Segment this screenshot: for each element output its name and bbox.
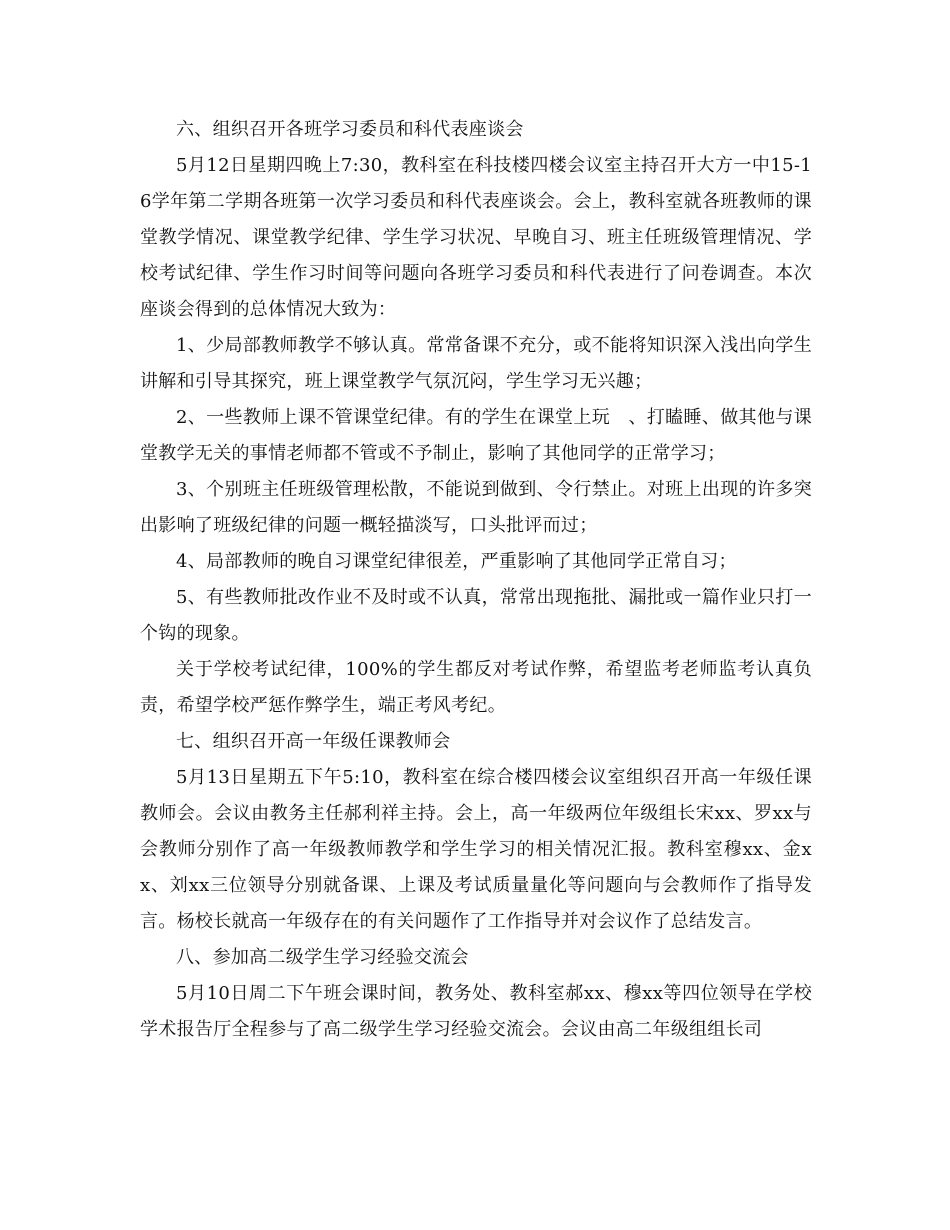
list-item-4: 4、局部教师的晚自习课堂纪律很差，严重影响了其他同学正常自习； [176,551,737,572]
section-heading-8: 八、参加高二级学生学习经验交流会 [176,947,469,968]
list-item-5: 5、有些教师批改作业不及时或不认真，常常出现拖批、漏批或一篇作业只打一个钩的现象。 [140,587,812,644]
paragraph-grade2-exchange: 5月10日周二下午班会课时间，教务处、教科室郝xx、穆xx等四位领导在学校学术报告厅全程参与了高二级学生学习经验交流会。会议由高二年级组组长司 [140,983,812,1040]
list-item-2: 2、一些教师上课不管课堂纪律。有的学生在课堂上玩 、打瞌睡、做其他与课堂教学无关的事情老师都不管或不予制止，影响了其他同学的正常学习； [140,407,812,464]
section-heading-7: 七、组织召开高一年级任课教师会 [176,731,451,752]
paragraph-exam-discipline: 关于学校考试纪律，100%的学生都反对考试作弊，希望监考老师监考认真负责，希望学校严惩作弊学生，端正考风考纪。 [140,659,812,716]
section-heading-6: 六、组织召开各班学习委员和科代表座谈会 [176,119,524,140]
list-item-3: 3、个别班主任班级管理松散，不能说到做到、令行禁止。对班上出现的许多突出影响了班级纪律的问题一概轻描淡写，口头批评而过； [140,479,812,536]
list-item-1: 1、少局部教师教学不够认真。常常备课不充分，或不能将知识深入浅出向学生讲解和引导其探究，班上课堂教学气氛沉闷，学生学习无兴趣； [140,335,812,392]
document-page [140,112,812,1048]
paragraph-grade1-meeting: 5月13日星期五下午5:10，教科室在综合楼四楼会议室组织召开高一年级任课教师会。会议由教务主任郝利祥主持。会上，高一年级两位年级组长宋xx、罗xx与会教师分别作了高一年级教师教学和学生学习的相关情况汇报。教科室穆xx、金xx、刘xx三位领导分别就备课、上课及考试质量量化等问题向与会教师作了指导发言。杨校长就高一年级存在的有关问题作了工作指导并对会议作了总结发言。 [140,767,812,932]
paragraph-meeting-intro: 5月12日星期四晚上7:30，教科室在科技楼四楼会议室主持召开大方一中15-16学年第二学期各班第一次学习委员和科代表座谈会。会上，教科室就各班教师的课堂教学情况、课堂教学纪律、学生学习状况、早晚自习、班主任班级管理情况、学校考试纪律、学生作习时间等问题向各班学习委员和科代表进行了问卷调查。本次座谈会得到的总体情况大致为： [140,155,812,320]
